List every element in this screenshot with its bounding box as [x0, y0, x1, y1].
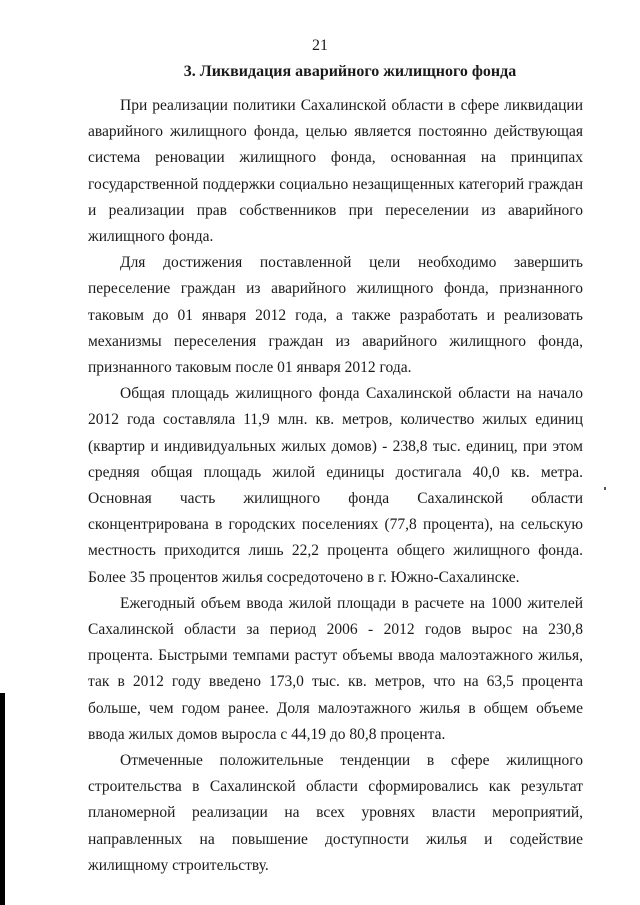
- paragraph-1: При реализации политики Сахалинской области в сфере ликвидации аварийного жилищного фонда, целью является постоянно действующая система реновации жилищного фонда, основанная на принципах государственной поддержки социально незащищенных категорий граждан и реализации прав собственников при переселении из аварийного жилищного фонда.: [88, 97, 583, 246]
- paragraph-4: Ежегодный объем ввода жилой площади в расчете на 1000 жителей Сахалинской области за период 2006 - 2012 годов вырос на 230,8 процента. Быстрыми темпами растут объемы ввода малоэтажного жилья, так в 2012 году введено 173,0 тыс. кв. метров, что на 63,5 процента больше, чем годом ранее. Доля малоэтажного жилья в общем объеме ввода жилых домов выросла с 44,19 до 80,8 процента.: [88, 594, 583, 743]
- paragraph-2: Для достижения поставленной цели необходимо завершить переселение граждан из аварийного жилищного фонда, признанного таковым до 01 января 2012 года, а также разработать и реализовать механизмы переселения граждан из аварийного жилищного фонда, признанного таковым после 01 января 2012 года.: [88, 254, 583, 377]
- scan-edge-shadow: [0, 693, 5, 905]
- page-number: 21: [312, 37, 328, 54]
- paragraph-3: Общая площадь жилищного фонда Сахалинской области на начало 2012 года составляла 11,9 млн. кв. метров, количество жилых единиц (квартир и индивидуальных жилых домов) - 238,8 тыс. единиц, при этом средняя общая площадь жилой единицы достигала 40,0 кв. метра. Основная часть жилищного фонда Сахалинской области сконцентрирована в городских поселениях (77,8 процента), на сельскую местность приходится лишь 22,2 процента общего жилищного фонда. Более 35 процентов жилья сосредоточено в г. Южно-Сахалинске.: [88, 385, 583, 586]
- paragraph-5: Отмеченные положительные тенденции в сфере жилищного строительства в Сахалинской области сформировались как результат планомерной реализации на всех уровнях власти мероприятий, направленных на повышение доступности жилья и содействие жилищному строительству.: [88, 752, 583, 874]
- body-text: [88, 93, 583, 879]
- section-title: 3. Ликвидация аварийного жилищного фонда: [183, 63, 517, 80]
- scan-speck: [604, 487, 606, 490]
